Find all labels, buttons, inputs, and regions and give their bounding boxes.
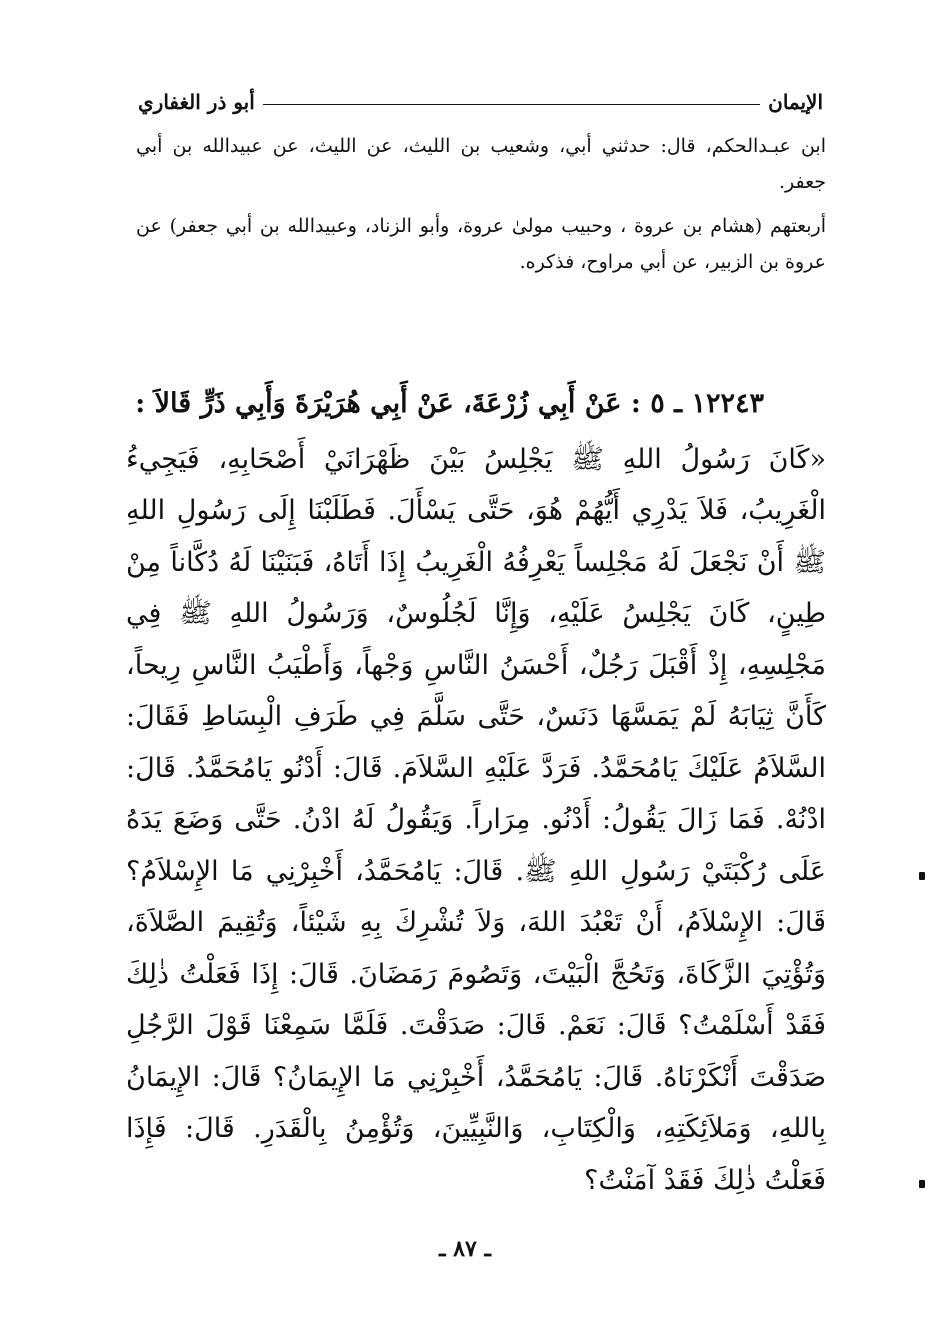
chain-of-transmission bbox=[136, 128, 826, 288]
hadith-entry bbox=[126, 378, 826, 1206]
hadith-isnad: عَنْ أَبِي زُرْعَةَ، عَنْ أَبِي هُرَيْرَةَ وَأَبِي ذَرٍّ قَالاَ : bbox=[135, 388, 622, 419]
margin-mark bbox=[919, 872, 925, 880]
hadith-number: ١٢٢٤٣ ـ ٥ : bbox=[630, 388, 764, 419]
section-title: الإيمان bbox=[768, 90, 823, 114]
page-number: ـ ٨٧ ـ bbox=[439, 1236, 491, 1262]
source-paragraph-2: أربعتهم (هشام بن عروة ، وحبيب مولىٰ عروة، وأبو الزناد، وعبيدالله بن أبي جعفر) عن عروة بن الزبير، عن أبي مراوح، فذكره. bbox=[136, 215, 826, 273]
narrator-title: أبو ذر الغفاري bbox=[138, 90, 255, 114]
margin-mark bbox=[919, 1180, 925, 1188]
hadith-text: «كَانَ رَسُولُ اللهِ ﷺ يَجْلِسُ بَيْنَ ظَهْرَانَيْ أَصْحَابِهِ، فَيَجِيءُ الْغَرِيبُ، فَلاَ يَدْرِي أَيُّهُمْ هُوَ، حَتَّى يَسْأَلَ. فَطَلَبْنَا إِلَى رَسُولِ اللهِ ﷺ أَنْ نَجْعَلَ لَهُ مَجْلِساً يَعْرِفُهُ الْغَرِيبُ إِذَا أَتَاهُ، فَبَنَيْنَا لَهُ دُكَّاناً مِنْ طِينٍ، كَانَ يَجْلِسُ عَلَيْهِ، وَإِنَّا لَجُلُوسٌ، وَرَسُولُ اللهِ ﷺ فِي مَجْلِسِهِ، إِذْ أَقْبَلَ رَجُلٌ، أَحْسَنُ النَّاسِ وَجْهاً، وَأَطْيَبُ النَّاسِ رِيحاً، كَأَنَّ ثِيَابَهُ لَمْ يَمَسَّهَا دَنَسٌ، حَتَّى سَلَّمَ فِي طَرَفِ الْبِسَاطِ فَقَالَ: السَّلاَمُ عَلَيْكَ يَامُحَمَّدُ. فَرَدَّ عَلَيْهِ السَّلاَمَ. قَالَ: أَدْنُو يَامُحَمَّدُ. قَالَ: ادْنُهْ. فَمَا زَالَ يَقُولُ: أَدْنُو. مِرَاراً. وَيَقُولُ لَهُ ادْنُ. حَتَّى وَضَعَ يَدَهُ عَلَى رُكْبَتَيْ رَسُولِ اللهِ ﷺ. قَالَ: يَامُحَمَّدُ، أَخْبِرْنِي مَا الإِسْلاَمُ؟ قَالَ: الإِسْلاَمُ، أَنْ تَعْبُدَ اللهَ، وَلاَ تُشْرِكَ بِهِ شَيْئاً، وَتُقِيمَ الصَّلاَةَ، وَتُؤْتِيَ الزَّكَاةَ، وَتَحُجَّ الْبَيْتَ، وَتَصُومَ رَمَضَانَ. قَالَ: إِذَا فَعَلْتُ ذٰلِكَ فَقَدْ أَسْلَمْتُ؟ قَالَ: نَعَمْ. قَالَ: صَدَقْتَ. فَلَمَّا سَمِعْنَا قَوْلَ الرَّجُلِ صَدَقْتَ أَنْكَرْنَاهُ. قَالَ: يَامُحَمَّدُ، أَخْبِرْنِي مَا الإِيمَانُ؟ قَالَ: الإِيمَانُ بِاللهِ، وَمَلاَئِكَتِهِ، وَالْكِتَابِ، وَالنَّبِيِّينَ، وَتُؤْمِنُ بِالْقَدَرِ. قَالَ: فَإِذَا فَعَلْتُ ذٰلِكَ فَقَدْ آمَنْتُ؟ bbox=[126, 443, 826, 1196]
hadith-heading bbox=[126, 378, 826, 430]
header-rule bbox=[263, 104, 760, 105]
running-header bbox=[138, 80, 823, 114]
source-paragraph-1: ابن عبـدالحكم، قال: حدثني أبي، وشعيب بن الليث، عن الليث، عن عبيدالله بن أبي جعفر. bbox=[136, 135, 826, 193]
